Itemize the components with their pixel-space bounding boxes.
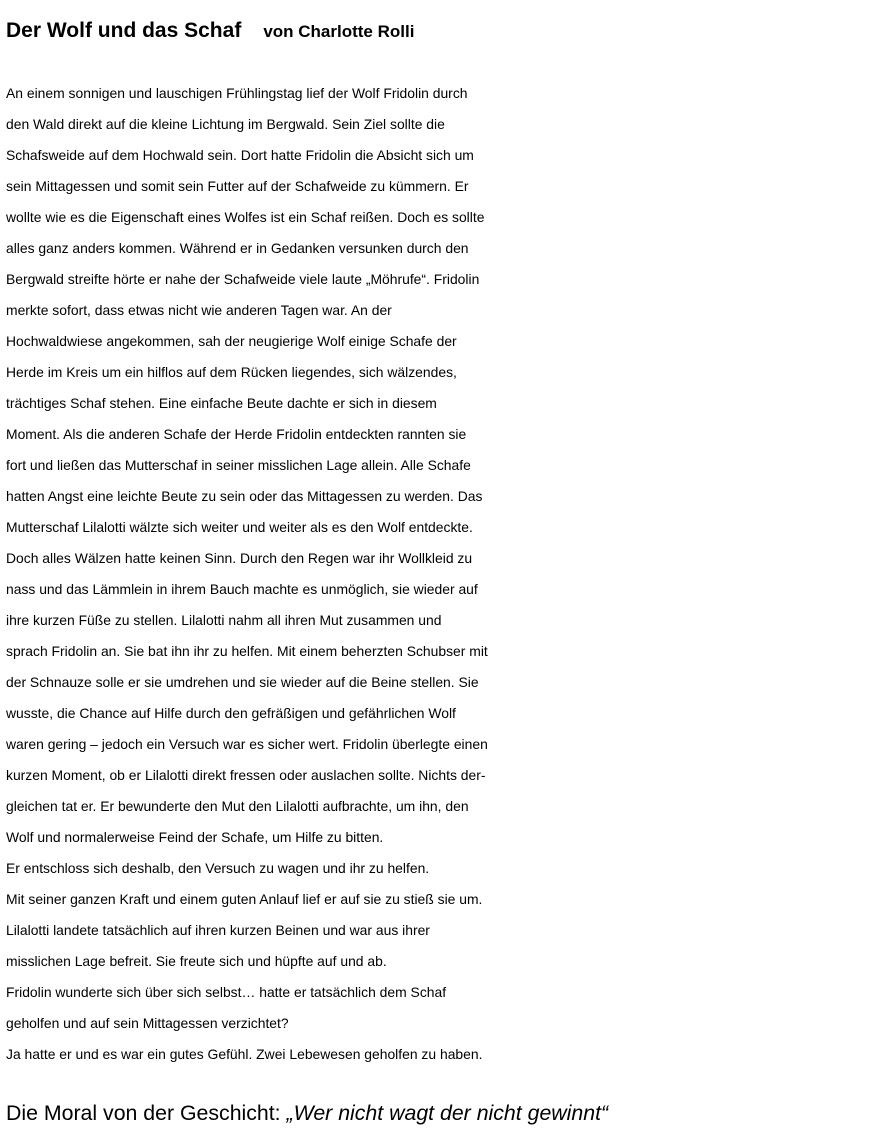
story-line: merkte sofort, dass etwas nicht wie anderen Tagen war. An der — [6, 302, 392, 318]
story-line: der Schnauze solle er sie umdrehen und sie wieder auf die Beine stellen. Sie — [6, 674, 479, 690]
document-page — [6, 0, 874, 1132]
story-line: kurzen Moment, ob er Lilalotti direkt fressen oder auslachen sollte. Nichts der- — [6, 767, 486, 783]
document-header — [6, 16, 414, 48]
story-title: Der Wolf und das Schaf — [6, 19, 242, 42]
story-line: Lilalotti landete tatsächlich auf ihren kurzen Beinen und war aus ihrer — [6, 922, 430, 938]
moral-prefix: Die Moral von der Geschicht: — [6, 1101, 287, 1125]
story-line: sprach Fridolin an. Sie bat ihn ihr zu helfen. Mit einem beherzten Schubser mit — [6, 643, 488, 659]
story-line: ihre kurzen Füße zu stellen. Lilalotti nahm all ihren Mut zusammen und — [6, 612, 442, 628]
story-line: Mit seiner ganzen Kraft und einem guten Anlauf lief er auf sie zu stieß sie um. — [6, 891, 483, 907]
story-line: Moment. Als die anderen Schafe der Herde Fridolin entdeckten rannten sie — [6, 426, 467, 442]
story-author: von Charlotte Rolli — [263, 22, 415, 41]
story-line: nass und das Lämmlein in ihrem Bauch machte es unmöglich, sie wieder auf — [6, 581, 478, 597]
story-line: Mutterschaf Lilalotti wälzte sich weiter und weiter als es den Wolf entdeckte. — [6, 519, 473, 535]
moral-quote: „Wer nicht wagt der nicht gewinnt“ — [286, 1101, 609, 1125]
story-line: gleichen tat er. Er bewunderte den Mut den Lilalotti aufbrachte, um ihn, den — [6, 798, 469, 814]
story-body — [6, 78, 874, 1070]
story-line: Ja hatte er und es war ein gutes Gefühl. Zwei Lebewesen geholfen zu haben. — [6, 1046, 483, 1062]
story-line: sein Mittagessen und somit sein Futter auf der Schafweide zu kümmern. Er — [6, 178, 469, 194]
story-line: misslichen Lage befreit. Sie freute sich und hüpfte auf und ab. — [6, 953, 387, 969]
story-line: waren gering – jedoch ein Versuch war es sicher wert. Fridolin überlegte einen — [6, 736, 488, 752]
story-line: Fridolin wunderte sich über sich selbst… hatte er tatsächlich dem Schaf — [6, 984, 447, 1000]
story-line: Er entschloss sich deshalb, den Versuch zu wagen und ihr zu helfen. — [6, 860, 430, 876]
story-line: geholfen und auf sein Mittagessen verzichtet? — [6, 1015, 289, 1031]
story-line: Herde im Kreis um ein hilflos auf dem Rücken liegendes, sich wälzendes, — [6, 364, 457, 380]
story-line: Schafsweide auf dem Hochwald sein. Dort hatte Fridolin die Absicht sich um — [6, 147, 474, 163]
story-line: hatten Angst eine leichte Beute zu sein oder das Mittagessen zu werden. Das — [6, 488, 483, 504]
story-line: Doch alles Wälzen hatte keinen Sinn. Durch den Regen war ihr Wollkleid zu — [6, 550, 473, 566]
story-line: Hochwaldwiese angekommen, sah der neugierige Wolf einige Schafe der — [6, 333, 457, 349]
story-line: fort und ließen das Mutterschaf in seiner misslichen Lage allein. Alle Schafe — [6, 457, 471, 473]
story-line: Wolf und normalerweise Feind der Schafe, um Hilfe zu bitten. — [6, 829, 384, 845]
story-line: Bergwald streifte hörte er nahe der Schafweide viele laute „Möhrufe“. Fridolin — [6, 271, 480, 287]
story-line: den Wald direkt auf die kleine Lichtung im Bergwald. Sein Ziel sollte die — [6, 116, 445, 132]
story-line: trächtiges Schaf stehen. Eine einfache Beute dachte er sich in diesem — [6, 395, 437, 411]
story-moral — [6, 1098, 608, 1129]
story-line: wollte wie es die Eigenschaft eines Wolfes ist ein Schaf reißen. Doch es sollte — [6, 209, 485, 225]
story-line: alles ganz anders kommen. Während er in Gedanken versunken durch den — [6, 240, 469, 256]
story-line: An einem sonnigen und lauschigen Frühlingstag lief der Wolf Fridolin durch — [6, 85, 468, 101]
story-line: wusste, die Chance auf Hilfe durch den gefräßigen und gefährlichen Wolf — [6, 705, 456, 721]
